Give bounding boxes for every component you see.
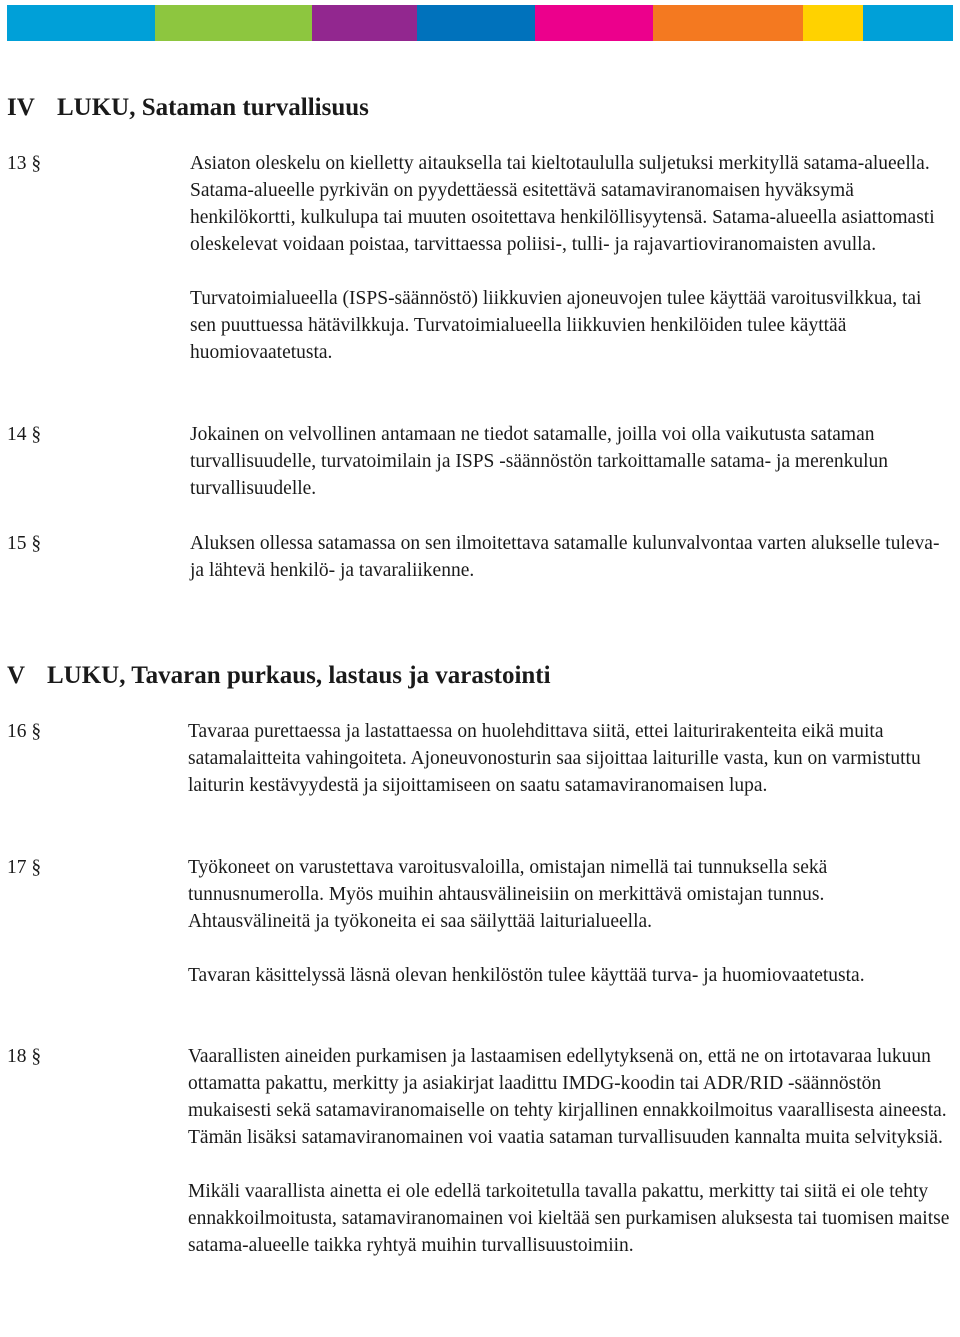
paragraph: Asiaton oleskelu on kielletty aitauksella tai kieltotaululla suljetuksi merkityllä satama-alueella. Satama-alueelle pyrkivän on pyydettäessä esitettävä satamaviranomaisen hyväksymä henkilökortti, kulkulupa tai muuten osoitettava henkilöllisyytensä. Satama-alueella asiattomasti oleskelevat voidaan poistaa, tarvittaessa poliisi-, tulli- ja rajavartioviranomaisten avulla. (190, 153, 935, 255)
section-text (190, 421, 952, 502)
color-stripe-segment (312, 5, 417, 41)
paragraph: Mikäli vaarallista ainetta ei ole edellä tarkoitetulla tavalla pakattu, merkitty tai siitä ei ole tehty ennakkoilmoitusta, satamaviranomainen voi kieltää sen purkamisen aluksesta tai tuomisen maitse satama-alueelle taikka ryhtyä muihin turvallisuustoimiin. (188, 1181, 950, 1256)
paragraph: Jokainen on velvollinen antamaan ne tiedot satamalle, joilla voi olla vaikutusta sataman turvallisuudelle, turvatoimilain ja ISPS -säännöstön tarkoittamalle satama- ja merenkulun turvallisuudelle. (190, 424, 889, 499)
color-stripe-segment (155, 5, 312, 41)
color-stripe-segment (803, 5, 863, 41)
color-stripe-segment (863, 5, 953, 41)
chapter-4-heading (7, 94, 369, 122)
section-number: 16 § (7, 721, 42, 742)
section-number: 15 § (7, 533, 42, 554)
section-number: 13 § (7, 153, 42, 174)
paragraph: Vaarallisten aineiden purkamisen ja lastaamisen edellytyksenä on, että ne on irtotavaraa lukuun ottamatta pakattu, merkitty ja asiakirjat laadittu IMDG-koodin tai ADR/RID -säännöstön mukaisesti sekä satamaviranomaiselle on tehty kirjallinen ennakkoilmoitus vaarallisesta aineesta. Tämän lisäksi satamaviranomainen voi vaatia sataman turvallisuuden kannalta muita selvityksiä. (188, 1046, 947, 1148)
section-text (190, 150, 952, 366)
section-text (188, 1043, 950, 1259)
section-number: 17 § (7, 857, 42, 878)
paragraph: Työkoneet on varustettava varoitusvaloilla, omistajan nimellä tai tunnuksella sekä tunnusnumerolla. Myös muihin ahtausvälineisiin on merkittävä omistajan tunnus. Ahtausvälineitä ja työkoneita ei saa säilyttää laiturialueella. (188, 857, 828, 932)
section-number: 18 § (7, 1046, 42, 1067)
chapter-5-title: LUKU, Tavaran purkaus, lastaus ja varastointi (47, 662, 551, 689)
color-stripe-segment (535, 5, 653, 41)
color-stripe-segment (7, 5, 155, 41)
paragraph: Tavaran käsittelyssä läsnä olevan henkilöstön tulee käyttää turva- ja huomiovaatetusta. (188, 965, 865, 986)
section-text (188, 718, 950, 799)
chapter-5-number: V (7, 662, 26, 689)
section-text (188, 854, 950, 989)
paragraph: Aluksen ollessa satamassa on sen ilmoitettava satamalle kulunvalvontaa varten alukselle tuleva- ja lähtevä henkilö- ja tavaraliikenne. (190, 533, 940, 581)
chapter-4-number: IV (7, 94, 35, 121)
color-stripe-segment (653, 5, 803, 41)
color-stripe-banner (7, 5, 953, 41)
chapter-5-heading (7, 662, 551, 690)
color-stripe-segment (417, 5, 535, 41)
section-number: 14 § (7, 424, 42, 445)
section-text (190, 530, 952, 584)
paragraph: Tavaraa purettaessa ja lastattaessa on huolehdittava siitä, ettei laiturirakenteita eikä muita satamalaitteita vahingoiteta. Ajoneuvonosturin saa sijoittaa laiturille vasta, kun on varmistuttu laiturin kestävyydestä ja sijoittamiseen on saatu satamaviranomaisen lupa. (188, 721, 921, 796)
paragraph: Turvatoimialueella (ISPS-säännöstö) liikkuvien ajoneuvojen tulee käyttää varoitusvilkkua, tai sen puuttuessa hätävilkkuja. Turvatoimialueella liikkuvien henkilöiden tulee käyttää huomiovaatetusta. (190, 288, 922, 363)
chapter-4-title: LUKU, Sataman turvallisuus (57, 94, 369, 121)
